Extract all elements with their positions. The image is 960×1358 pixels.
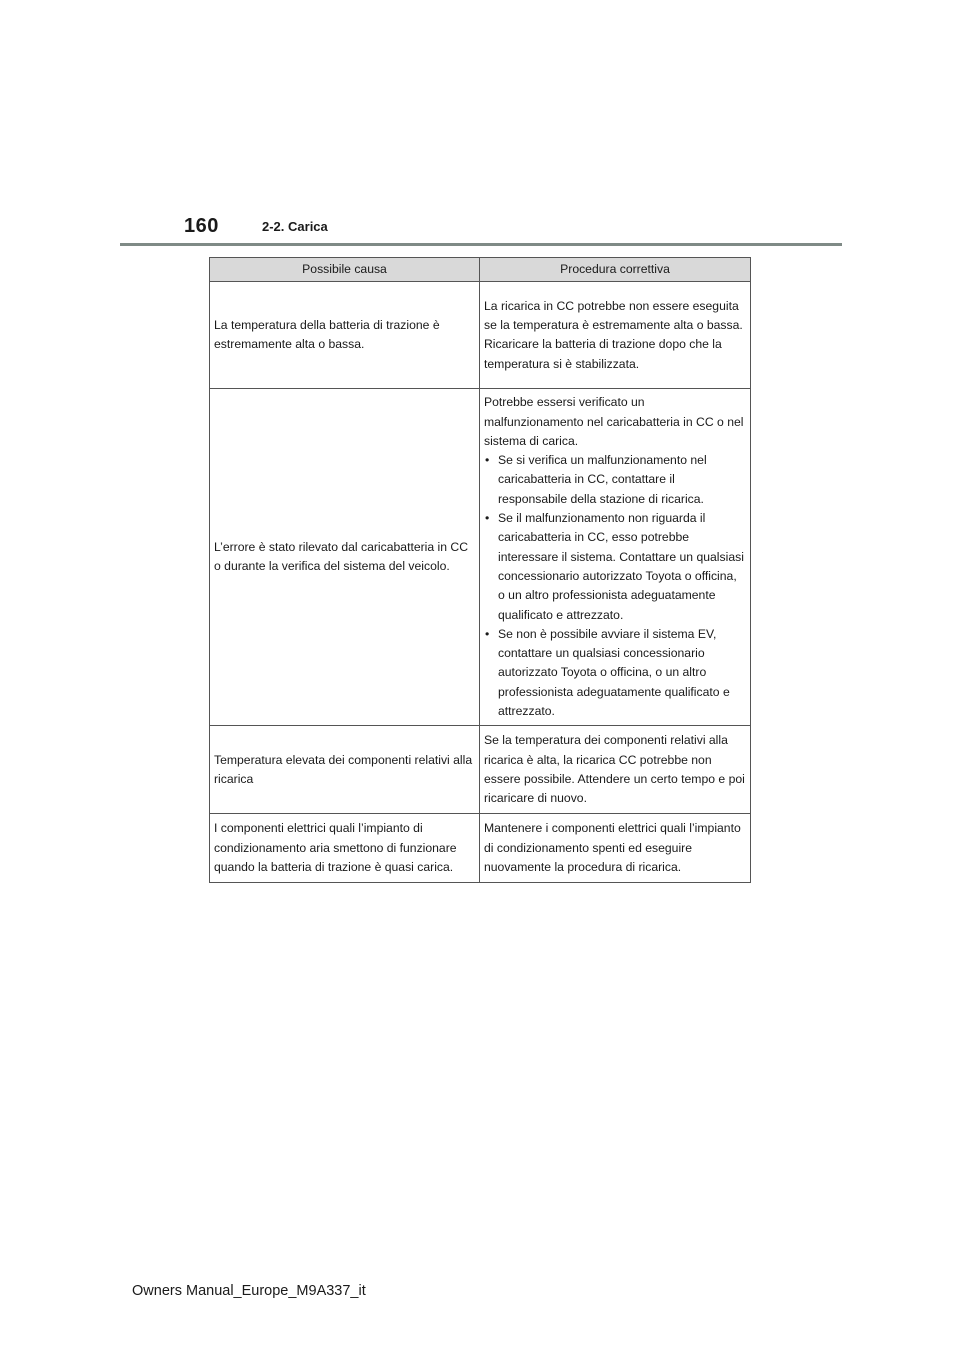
procedure-text: La ricarica in CC potrebbe non essere eseguita se la temperatura è estremamente alta o bassa. Ricaricare la batteria di trazione dopo che la temperatura si è stabilizzata. <box>484 298 743 371</box>
procedure-cell <box>480 814 751 883</box>
procedure-step: • Se il malfunzionamento non riguarda il caricabatteria in CC, esso potrebbe interessare il sistema. Contattare un qualsiasi concessionario autorizzato Toyota o officina, o un altro professionista adeguatamente qualificato e attrezzato. <box>484 509 746 625</box>
column-header-cause: Possibile causa <box>210 258 480 282</box>
cause-cell: Temperatura elevata dei componenti relativi alla ricarica <box>210 726 480 814</box>
cause-cell: La temperatura della batteria di trazione è estremamente alta o bassa. <box>210 282 480 389</box>
procedure-cell <box>480 389 751 726</box>
procedure-text: Potrebbe essersi verificato un malfunzionamento nel caricabatteria in CC o nel sistema di carica. <box>484 395 744 448</box>
table-row <box>210 814 751 883</box>
column-header-procedure: Procedura correttiva <box>480 258 751 282</box>
troubleshooting-table <box>209 257 751 883</box>
procedure-steps <box>484 451 746 721</box>
section-title: 2-2. Carica <box>262 219 328 234</box>
table-row <box>210 282 751 389</box>
procedure-cell <box>480 726 751 814</box>
cause-cell: L’errore è stato rilevato dal caricabatteria in CC o durante la verifica del sistema del veicolo. <box>210 389 480 726</box>
procedure-cell <box>480 282 751 389</box>
page-number: 160 <box>184 215 219 237</box>
table-row <box>210 389 751 726</box>
document-id-footer: Owners Manual_Europe_M9A337_it <box>132 1283 366 1299</box>
cause-cell: I componenti elettrici quali l’impianto di condizionamento aria smettono di funzionare quando la batteria di trazione è quasi carica. <box>210 814 480 883</box>
table-row <box>210 726 751 814</box>
procedure-text: Se la temperatura dei componenti relativi alla ricarica è alta, la ricarica CC potrebbe non essere possibile. Attendere un certo tempo e poi ricaricare di nuovo. <box>484 733 745 806</box>
procedure-text: Mantenere i componenti elettrici quali l’impianto di condizionamento spenti ed eseguire nuovamente la procedura di ricarica. <box>484 821 741 874</box>
procedure-step: • Se non è possibile avviare il sistema EV, contattare un qualsiasi concessionario autorizzato Toyota o officina, o un altro professionista adeguatamente qualificato e attrezzato. <box>484 625 746 721</box>
table-header-row <box>210 258 751 282</box>
procedure-step: • Se si verifica un malfunzionamento nel caricabatteria in CC, contattare il responsabile della stazione di ricarica. <box>484 451 746 509</box>
header-divider <box>120 243 842 246</box>
